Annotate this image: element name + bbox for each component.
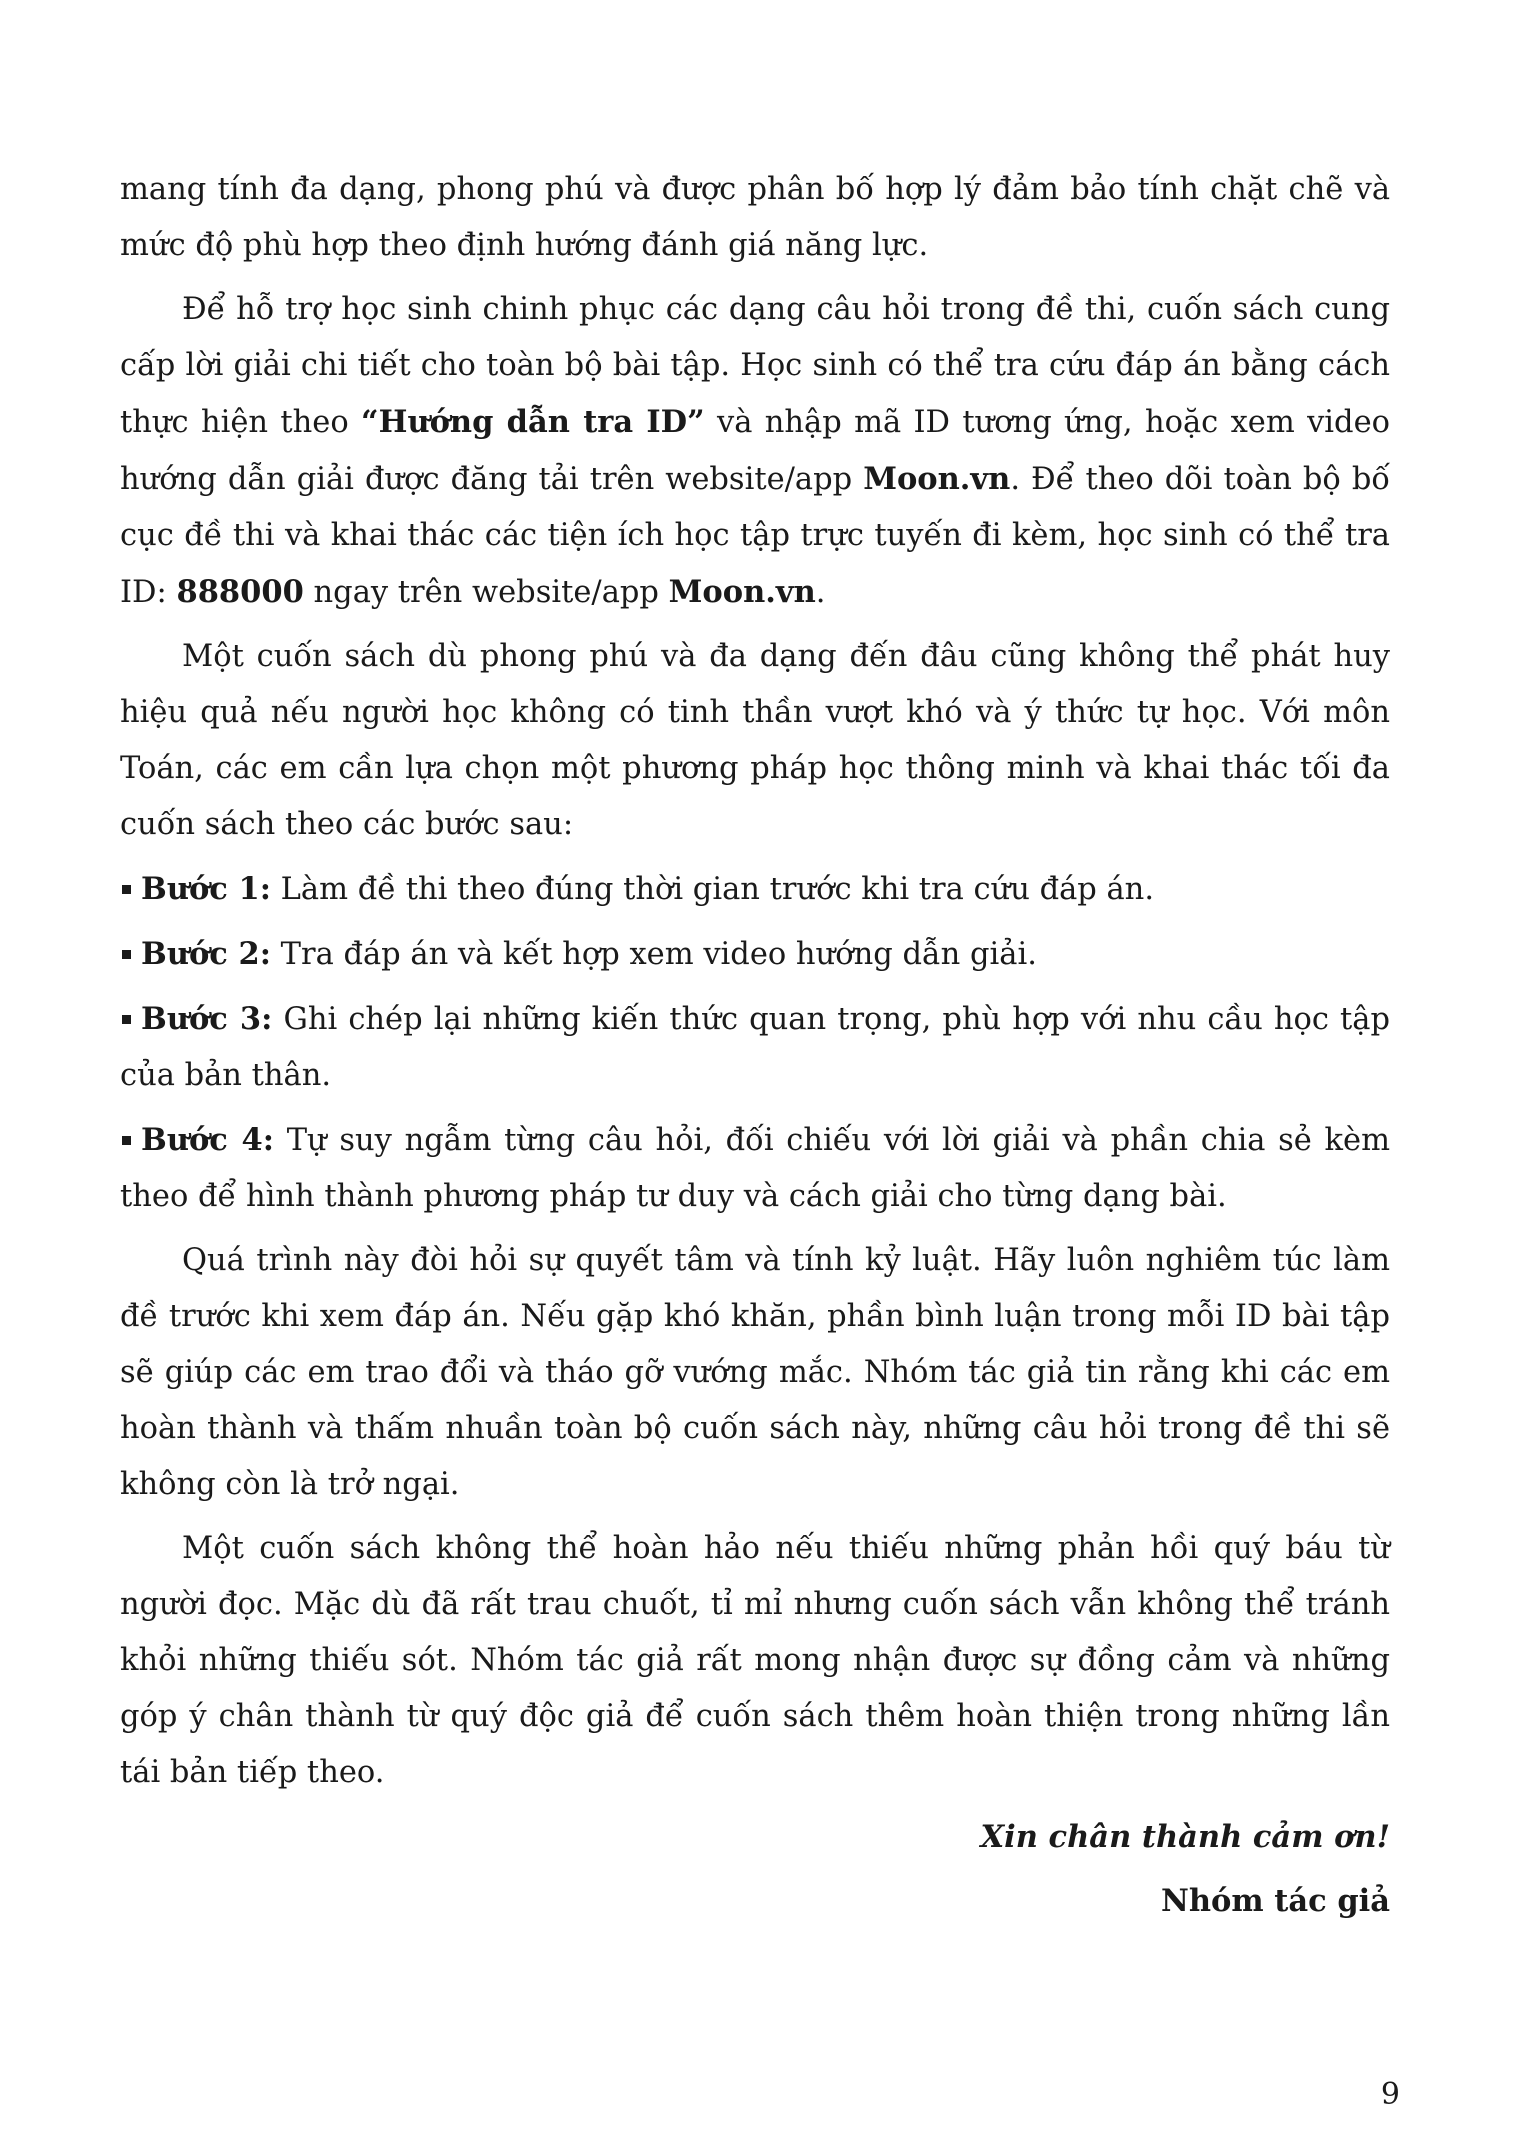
page-number: 9 bbox=[1380, 2077, 1400, 2112]
step-text: Tự suy ngẫm từng câu hỏi, đối chiếu với lời giải và phần chia sẻ kèm theo để hình thành phương pháp tư duy và cách giải cho từng dạng bài. bbox=[120, 1123, 1391, 1214]
paragraph-discipline: Quá trình này đòi hỏi sự quyết tâm và tính kỷ luật. Hãy luôn nghiêm túc làm đề trước khi xem đáp án. Nếu gặp khó khăn, phần bình luận trong mỗi ID bài tập sẽ giúp các em trao đổi và tháo gỡ vướng mắc. Nhóm tác giả tin rằng khi các em hoàn thành và thấm nhuần toàn bộ cuốn sách này, những câu hỏi trong đề thi sẽ không còn là trở ngại. bbox=[120, 1243, 1390, 1502]
lookup-text-3: . Để theo dõi toàn bộ bố cục đề thi và khai thác các tiện ích học tập trực tuyến đi kèm, học sinh có thể tra ID: bbox=[120, 462, 1391, 610]
step-text: Làm đề thi theo đúng thời gian trước khi tra cứu đáp án. bbox=[270, 872, 1155, 907]
step-label: Bước 4: bbox=[141, 1122, 274, 1158]
website-name-2: Moon.vn bbox=[668, 574, 816, 610]
paragraph-intro-continued: mang tính đa dạng, phong phú và được phân bố hợp lý đảm bảo tính chặt chẽ và mức độ phù hợp theo định hướng đánh giá năng lực. bbox=[120, 172, 1390, 263]
document-body bbox=[120, 162, 1390, 1929]
lookup-text-5: . bbox=[815, 575, 826, 610]
lookup-text-2: và nhập mã ID tương ứng, hoặc xem video hướng dẫn giải được đăng tải trên website/app bbox=[120, 405, 1390, 497]
step-item-3 bbox=[120, 991, 1390, 1104]
step-item-2 bbox=[120, 926, 1390, 983]
step-item-4 bbox=[120, 1112, 1390, 1225]
paragraph-feedback: Một cuốn sách không thể hoàn hảo nếu thiếu những phản hồi quý báu từ người đọc. Mặc dù đã rất trau chuốt, tỉ mỉ nhưng cuốn sách vẫn không thể tránh khỏi những thiếu sót. Nhóm tác giả rất mong nhận được sự đồng cảm và những góp ý chân thành từ quý độc giả để cuốn sách thêm hoàn thiện trong những lần tái bản tiếp theo. bbox=[120, 1531, 1390, 1790]
closing-thanks: Xin chân thành cảm ơn! bbox=[980, 1819, 1390, 1855]
step-label: Bước 3: bbox=[141, 1001, 273, 1037]
exam-id: 888000 bbox=[176, 574, 304, 610]
step-label: Bước 1: bbox=[141, 871, 271, 907]
website-name: Moon.vn bbox=[863, 461, 1011, 497]
square-bullet-icon bbox=[122, 885, 131, 894]
step-text: Ghi chép lại những kiến thức quan trọng, phù hợp với nhu cầu học tập của bản thân. bbox=[120, 1002, 1390, 1093]
square-bullet-icon bbox=[122, 1015, 131, 1024]
square-bullet-icon bbox=[122, 1136, 131, 1145]
lookup-text-4: ngay trên website/app bbox=[303, 575, 669, 610]
guide-title: “Hướng dẫn tra ID” bbox=[361, 404, 705, 440]
paragraph-lookup-guide bbox=[120, 282, 1390, 621]
lookup-text-1: Để hỗ trợ học sinh chinh phục các dạng câu hỏi trong đề thi, cuốn sách cung cấp lời giải chi tiết cho toàn bộ bài tập. Học sinh có thể tra cứu đáp án bằng cách thực hiện theo bbox=[120, 292, 1390, 440]
step-text: Tra đáp án và kết hợp xem video hướng dẫn giải. bbox=[270, 937, 1037, 972]
author-signature: Nhóm tác giả bbox=[1160, 1883, 1390, 1919]
step-item-1 bbox=[120, 861, 1390, 918]
square-bullet-icon bbox=[122, 950, 131, 959]
step-label: Bước 2: bbox=[141, 936, 271, 972]
paragraph-self-study: Một cuốn sách dù phong phú và đa dạng đến đâu cũng không thể phát huy hiệu quả nếu người học không có tinh thần vượt khó và ý thức tự học. Với môn Toán, các em cần lựa chọn một phương pháp học thông minh và khai thác tối đa cuốn sách theo các bước sau: bbox=[120, 639, 1390, 842]
